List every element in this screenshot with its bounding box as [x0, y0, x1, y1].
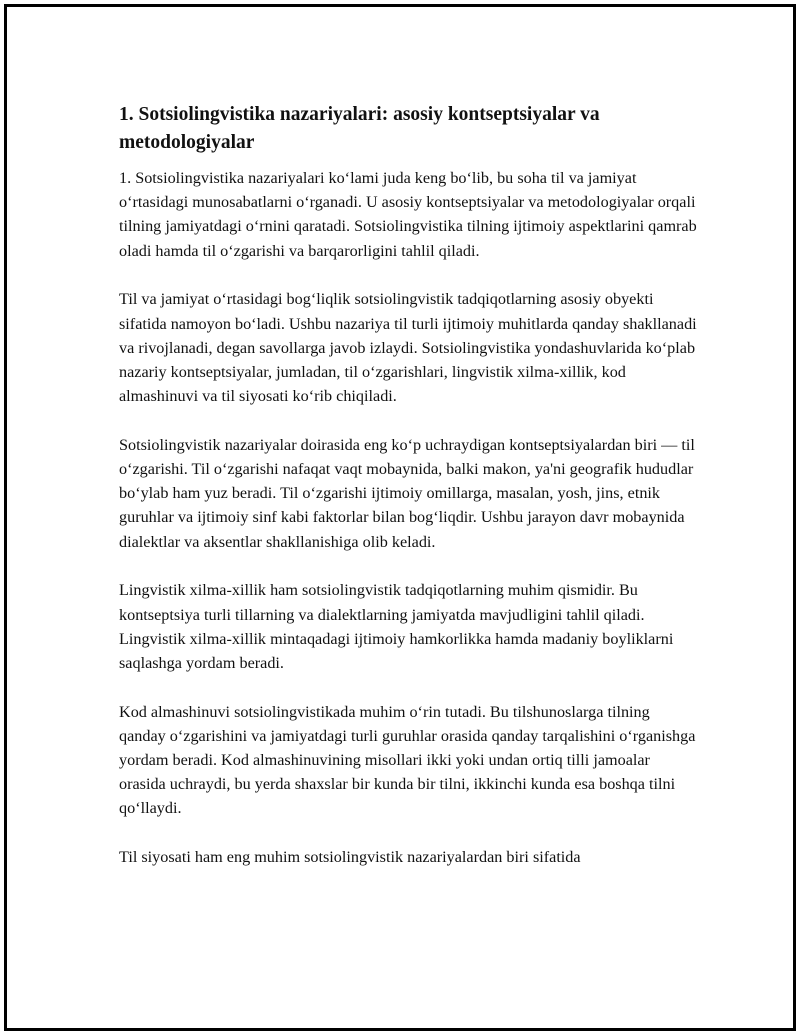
- document-page: [4, 4, 796, 1031]
- paragraph-1: 1. Sotsiolingvistika nazariyalari ko‘lami juda keng bo‘lib, bu soha til va jamiyat o‘rtasidagi munosabatlarni o‘rganadi. U asosiy kontseptsiyalar va metodologiyalar orqali tilning jamiyatdagi o‘rnini qaratadi. Sotsiolingvistika tilning ijtimoiy aspektlarini qamrab oladi hamda til o‘zgarishi va barqarorligini tahlil qiladi.: [119, 169, 697, 260]
- paragraph-6: Til siyosati ham eng muhim sotsiolingvistik nazariyalardan biri sifatida: [119, 848, 581, 867]
- document-content: [119, 101, 699, 894]
- paragraph-2: Til va jamiyat o‘rtasidagi bog‘liqlik sotsiolingvistik tadqiqotlarning asosiy obyekti sifatida namoyon bo‘ladi. Ushbu nazariya til turli ijtimoiy muhitlarda qanday shakllanadi va rivojlanadi, degan savollarga javob izlaydi. Sotsiolingvistika yondashuvlarida ko‘plab nazariy kontseptsiyalar, jumladan, til o‘zgarishlari, lingvistik xilma-xillik, kod almashinuvi va til siyosati ko‘rib chiqiladi.: [119, 290, 697, 406]
- paragraph-5: Kod almashinuvi sotsiolingvistikada muhim o‘rin tutadi. Bu tilshunoslarga tilning qanday o‘zgarishini va jamiyatdagi turli guruhlar orasida qanday tarqalishini o‘rganishga yordam beradi. Kod almashinuvining misollari ikki yoki undan ortiq tilli jamoalar orasida uchraydi, bu yerda shaxslar bir kunda bir tilni, ikkinchi kunda esa boshqa tilni qo‘llaydi.: [119, 702, 696, 818]
- document-title: 1. Sotsiolingvistika nazariyalari: asosiy kontseptsiyalar va metodologiyalar: [119, 104, 600, 153]
- paragraph-4: Lingvistik xilma-xillik ham sotsiolingvistik tadqiqotlarning muhim qismidir. Bu kontseptsiya turli tillarning va dialektlarning jamiyatda mavjudligini tahlil qiladi. Lingvistik xilma-xillik mintaqadagi ijtimoiy hamkorlikka hamda madaniy boyliklarni saqlashga yordam beradi.: [119, 581, 674, 672]
- paragraph-3: Sotsiolingvistik nazariyalar doirasida eng ko‘p uchraydigan kontseptsiyalardan biri — til o‘zgarishi. Til o‘zgarishi nafaqat vaqt mobaynida, balki makon, ya'ni geografik hududlar bo‘ylab ham yuz beradi. Til o‘zgarishi ijtimoiy omillarga, masalan, yosh, jins, etnik guruhlar va ijtimoiy sinf kabi faktorlar bilan bog‘liqdir. Ushbu jarayon davr mobaynida dialektlar va aksentlar shakllanishiga olib keladi.: [119, 435, 695, 551]
